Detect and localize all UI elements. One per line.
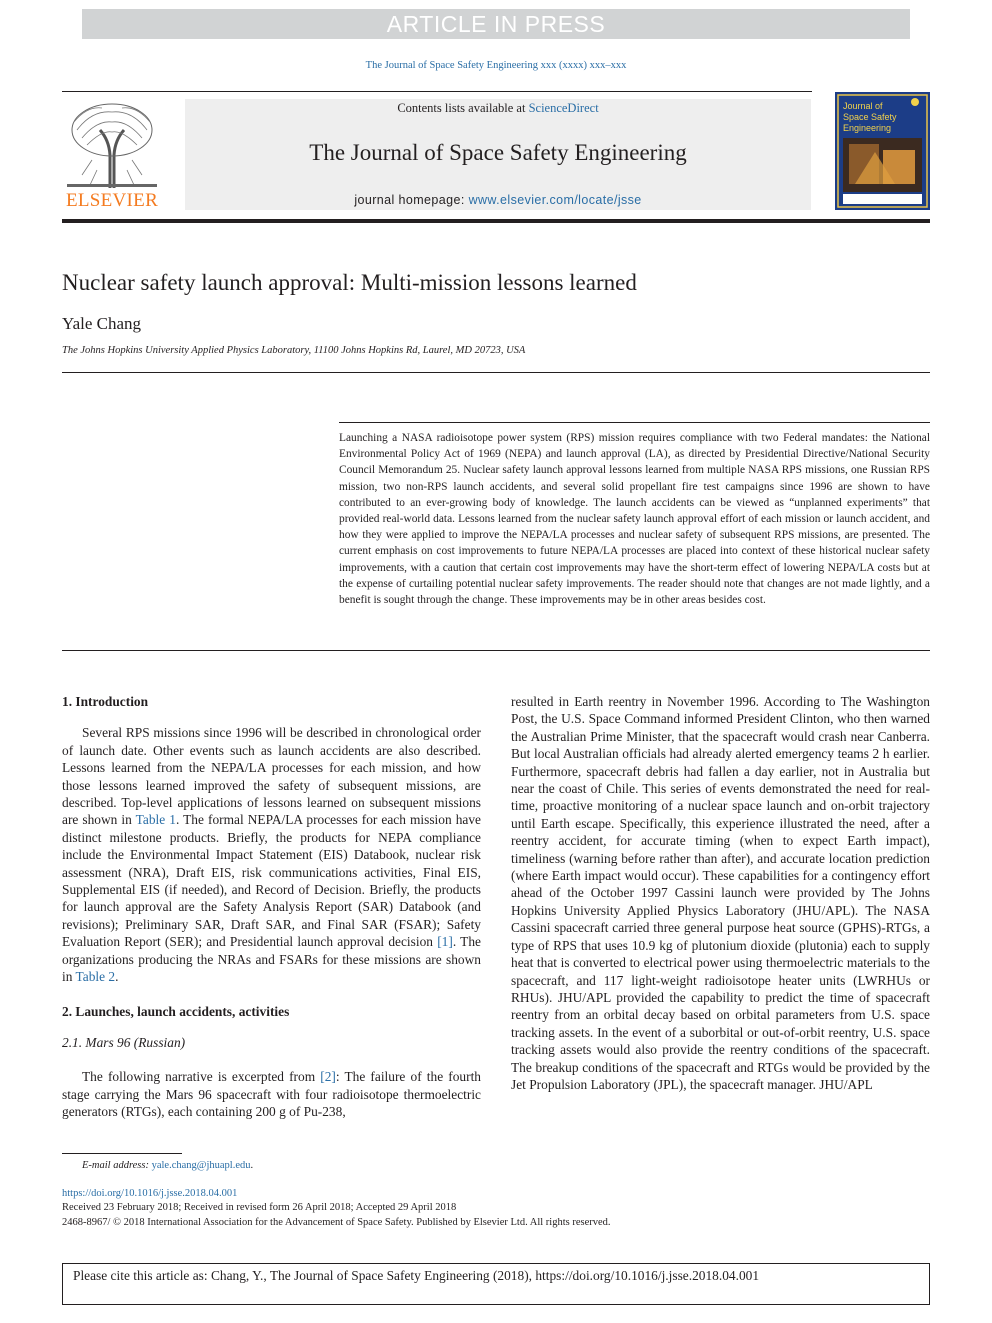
sec1-text-d: . (115, 969, 119, 985)
header-thick-rule (62, 219, 930, 223)
sec21-text-b: : The failure of the fourth stage carrying the Mars 96 spacecraft with four radioisotope thermoelectric generators (RTGs), each containing 200 g of Pu-238, (62, 1069, 481, 1120)
right-column-paragraph: resulted in Earth reentry in November 1996. According to The Washington Post, the U.S. Space Command informed President Clinton, who then warned the Australian Prime Minister, that the spacecraft would crash near Canberra. But local Australian officials had already alerted emergency teams 2 h earlier. Furthermore, spacecraft debris had fallen a day earlier, not in Australia but near the coast of Chile. This series of events demonstrated the need for real-time, proactive monitoring of a nuclear space launch and on-orbit trajectory until Earth escape. Specifically, this experience illustrated the need, after a reentry accident, for accurate timing (when to expect Earth impact), timeliness (warning before rather than after), and accurate location prediction (where Earth impact would occur). These capabilities for a contingency effort ahead of the October 1997 Cassini launch were provided by The Johns Hopkins University Applied Physics Laboratory (JHU/APL). The NASA Cassini spacecraft carried three general purpose heat source (GPHS)-RTGs, a type of RPS that uses 10.9 kg of plutonium dioxide (plutonia) each to supply heat that is converted to electrical power using thermoelectric materials to the spacecraft, and 117 light-weight radioisotope heater units (LWRHUs or RHUs). JHU/APL provided the capability to predict the time of spacecraft reentry from an orbital decay based on orbital parameters from U.S. space tracking assets. In the event of a suborbital or out-of-orbit reentry, U.S. space tracking assets would also provide the reentry conditions of the spacecraft. The breakup conditions of the spacecraft and RTGs would be provided by the Jet Propulsion Laboratory (JPL), the spacecraft manager. JHU/APL (511, 694, 930, 1092)
cover-line-1: Journal of (843, 101, 883, 111)
copyright-line: 2468-8967/ © 2018 International Association for the Advancement of Space Safety. Published by Elsevier Ltd. All rights reserved. (62, 1217, 611, 1228)
article-title: Nuclear safety launch approval: Multi-mission lessons learned (62, 270, 637, 295)
journal-cover-image[interactable] (835, 92, 930, 210)
table-2-link[interactable]: Table 2 (75, 969, 116, 985)
elsevier-wordmark: ELSEVIER (65, 190, 159, 211)
abstract-bottom-rule (62, 650, 930, 651)
heading-rule (62, 372, 930, 373)
abstract-text: Launching a NASA radioisotope power system (RPS) mission requires compliance with two Federal mandates: the National Environmental Policy Act of 1969 (NEPA) and launch approval (LA), as directed by Presidential Directive/National Security Council Memorandum 25. Nuclear safety launch approval lessons learned from multiple NASA RPS missions, one Russian RPS mission, two non-RPS launch accidents, and several solid propellant fire test campaigns since 1996 are shown to have contributed to an ever-growing body of knowledge. The launch accidents can be viewed as “unplanned experiments” that provided real-world data. Lessons learned from the nuclear safety launch approval effort of each mission or launch accident, and how they were applied to improve the NEPA/LA processes and nuclear safety of subsequent RPS missions, are presented. The current emphasis on cost improvements to future NEPA/LA processes are placed into context of these historical nuclear safety improvements, with a caution that certain cost improvements may have the short-term effect of lowering NEPA/LA costs but at the expense of curtailing potential nuclear safety improvements. The reader should note that changes are not made lightly, and a benefit is sought through the change. These improvements may be in other areas besides cost. (339, 432, 930, 607)
reference-1-link[interactable]: [1] (437, 934, 453, 950)
sec1-text-b: . The formal NEPA/LA processes for each mission have distinct milestone products. Briefly, the products for NEPA compliance include the Environmental Impact Statement (EIS) Databook, nuclear risk assessment (NRA), Draft EIS, risk communications activities, Final EIS, Supplemental EIS (if needed), and Record of Decision. Briefly, the products for launch approval are the Safety Analysis Report (SAR) Databook (and revisions); Preliminary SAR, Draft SAR, and Final SAR (FSAR); Safety Evaluation Report (SER); and Presidential launch approval decision (62, 812, 482, 950)
article-in-press-banner: ARTICLE IN PRESS (82, 9, 910, 39)
email-label: E-mail address: (82, 1160, 152, 1171)
abstract-top-rule (339, 422, 930, 423)
email-end: . (250, 1160, 254, 1171)
journal-reference-link[interactable]: The Journal of Space Safety Engineering xxx (xxxx) xxx–xxx (365, 60, 627, 71)
table-1-link[interactable]: Table 1 (135, 812, 176, 828)
sec1-text-a: Several RPS missions since 1996 will be described in chronological order of launch date. Other events such as launch accidents are also described. Lessons learned from the NEPA/LA processes for each mission, and how those lessons learned improved the safety of subsequent missions, are described. Top-level applications of lessons learned on subsequent missions are shown in (62, 725, 481, 828)
sciencedirect-link[interactable]: ScienceDirect (528, 101, 599, 115)
section-2-1-heading: 2.1. Mars 96 (Russian) (62, 1034, 186, 1050)
email-link[interactable]: yale.chang@jhuapl.edu (151, 1160, 251, 1171)
email-footnote (82, 1160, 253, 1171)
author-name: Yale Chang (62, 314, 142, 333)
contents-prefix: Contents lists available at (397, 101, 529, 115)
footnote-rule (62, 1153, 182, 1154)
received-dates: Received 23 February 2018; Received in revised form 26 April 2018; Accepted 29 April 2018 (62, 1202, 457, 1213)
cover-line-2: Space Safety (843, 112, 897, 122)
homepage-link[interactable]: www.elsevier.com/locate/jsse (468, 193, 642, 207)
author-affiliation: The Johns Hopkins University Applied Physics Laboratory, 11100 Johns Hopkins Rd, Laurel, MD 20723, USA (62, 345, 526, 356)
header-top-rule (62, 91, 812, 92)
homepage-prefix: journal homepage: (354, 193, 469, 207)
section-2-heading: 2. Launches, launch accidents, activities (62, 1003, 290, 1019)
doi-link[interactable]: https://doi.org/10.1016/j.jsse.2018.04.001 (62, 1188, 238, 1199)
section-1-paragraph (62, 724, 481, 985)
journal-title: The Journal of Space Safety Engineering (309, 140, 687, 165)
cover-line-3: Engineering (843, 123, 892, 133)
section-2-1-paragraph (62, 1068, 481, 1120)
sec1-text-c: . The organizations producing the NRAs and FSARs for these missions are shown in (62, 934, 481, 985)
body-right-column (511, 693, 930, 1093)
reference-2-link[interactable]: [2] (320, 1069, 336, 1085)
section-1-heading: 1. Introduction (62, 694, 149, 709)
sec21-text-a: The following narrative is excerpted from (82, 1069, 321, 1085)
contents-available (185, 101, 811, 116)
body-left-column (62, 693, 481, 1121)
citation-text: Please cite this article as: Chang, Y., The Journal of Space Safety Engineering (2018), https://doi.org/10.1016/j.jsse.2018.04.001 (73, 1268, 760, 1283)
journal-homepage (185, 193, 811, 207)
